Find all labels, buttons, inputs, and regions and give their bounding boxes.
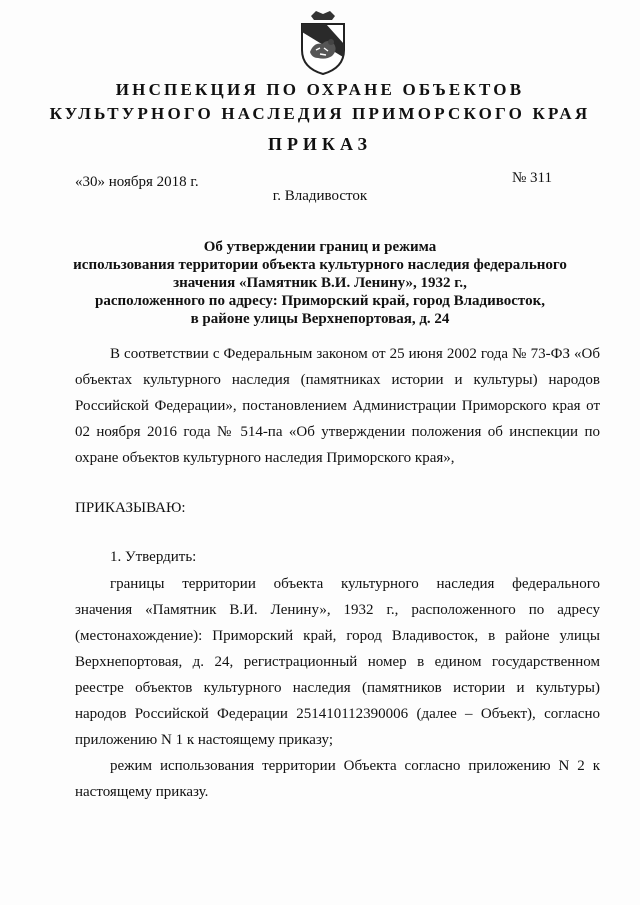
item-1-para-2-line-2: настоящему приказу. [75, 784, 209, 800]
order-city: г. Владивосток [272, 188, 368, 204]
heading-line-3: значения «Памятник В.И. Ленину», 1932 г., [173, 275, 467, 291]
preamble-line-5: охране объектов культурного наследия Приморского края», [75, 450, 455, 466]
order-heading [40, 238, 600, 328]
document-type: ПРИКАЗ [267, 134, 373, 154]
item-1-para-2-line-1: режим использования территории Объекта согласно приложению N 2 к [110, 758, 600, 774]
item-1-para-1-line-2: значения «Памятник В.И. Ленину», 1932 г., расположенного по адресу [75, 602, 600, 618]
primorsky-krai-coat-of-arms-icon [296, 10, 350, 76]
org-name-line-1: ИНСПЕКЦИЯ ПО ОХРАНЕ ОБЪЕКТОВ [115, 80, 525, 99]
item-1-title: 1. Утвердить: [110, 549, 197, 565]
order-number: № 311 [512, 170, 553, 186]
order-date: «30» ноября 2018 г. [75, 174, 199, 190]
orders-word: ПРИКАЗЫВАЮ: [75, 500, 186, 516]
heading-line-1: Об утверждении границ и режима [203, 239, 437, 255]
item-1-para-1-line-7: приложению N 1 к настоящему приказу; [75, 732, 333, 748]
preamble-line-3: Российской Федерации», постановлением Администрации Приморского края от [75, 398, 600, 414]
heading-line-2: использования территории объекта культурного наследия федерального [73, 257, 567, 273]
item-1-para-1-line-6: народов Российской Федерации 251410112390006 (далее – Объект), согласно [75, 706, 600, 722]
item-1-para-1-line-5: реестре объектов культурного наследия (памятников истории и культуры) [75, 680, 600, 696]
org-name-line-2: КУЛЬТУРНОГО НАСЛЕДИЯ ПРИМОРСКОГО КРАЯ [49, 104, 591, 123]
preamble-line-2: объектах культурного наследия (памятниках истории и культуры) народов [75, 372, 600, 388]
preamble-line-4: 02 ноября 2016 года № 514-па «Об утверждении положения об инспекции по [75, 424, 600, 440]
item-1-para-1-line-4: Верхнепортовая, д. 24, регистрационный номер в едином государственном [75, 654, 600, 670]
preamble-line-1: В соответствии с Федеральным законом от 25 июня 2002 года № 73-ФЗ «Об [110, 346, 600, 362]
heading-line-4: расположенного по адресу: Приморский край, город Владивосток, [95, 293, 545, 309]
item-1-para-1-line-1: границы территории объекта культурного наследия федерального [110, 576, 600, 592]
heading-line-5: в районе улицы Верхнепортовая, д. 24 [190, 311, 450, 327]
item-1-para-1-line-3: (местонахождение): Приморский край, город Владивосток, в районе улицы [75, 628, 600, 644]
